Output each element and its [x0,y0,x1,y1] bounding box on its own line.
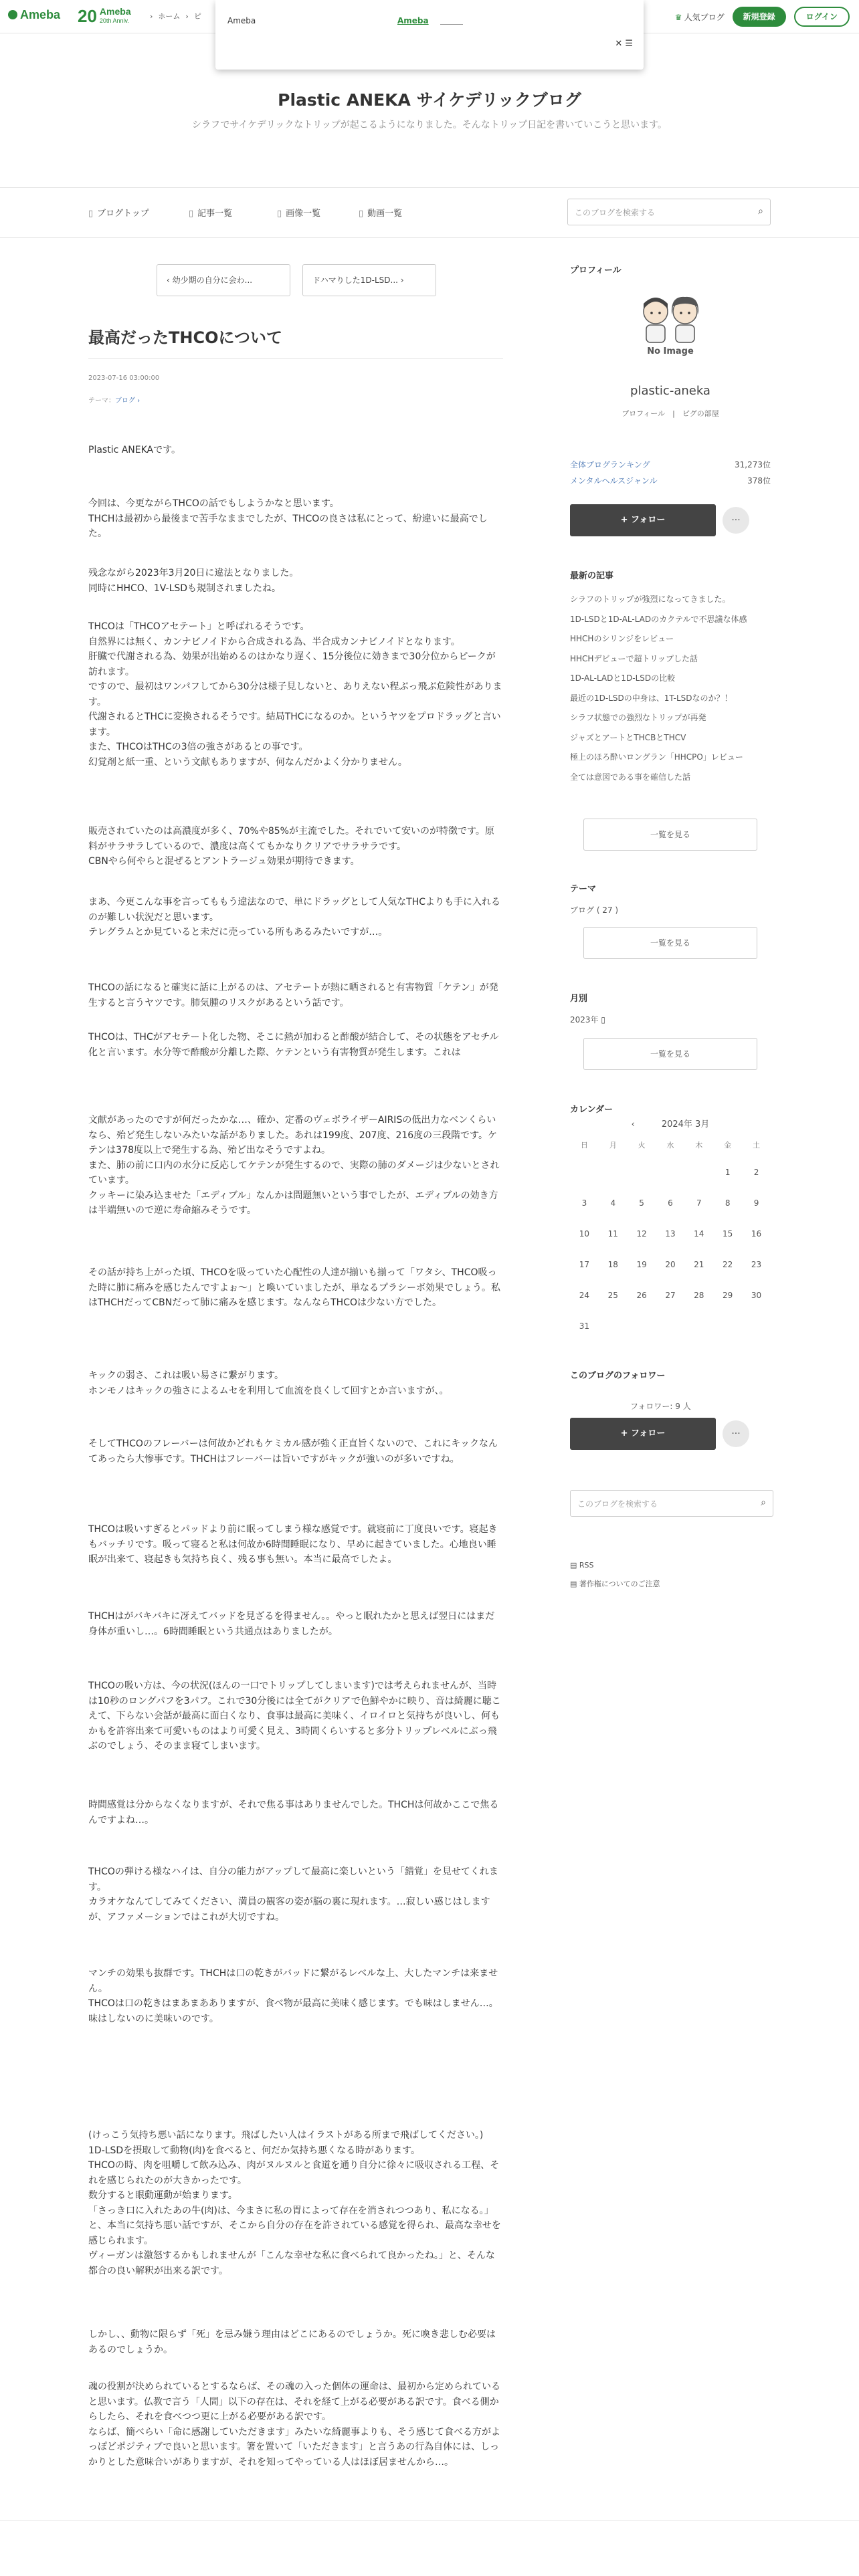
calendar-day: 20 [665,1260,676,1269]
paragraph: (けっこう気持ち悪い話になります。飛ばしたい人はイラストがある所まで飛ばしてください。) 1D-LSDを摂取して動物(肉)を食べると、何だか気持ち悪くなる時があります。 THCOの時、肉を咀嚼して飲み込み、肉がヌルヌルと食道を通り自分に徐々に吸収される工程、それを感じられたのが大きかったです。 数分すると眼動運動が始まります。 「さっき口に入れたあの牛(肉)は、今まさに私の胃によって存在を消されつつあり、私になる。」と、本当に気持ち悪い話ですが、そこから自分の存在を許されている感覚を得られ、最高な幸せを感じられます。 ヴィーガンは激怒するかもしれませんが「こんな幸せな私に食べられて良かったね。」と、そんな都合の良い解釈が出来る訳です。 [88,2130,501,2276]
more-options-button[interactable]: ··· [723,1420,749,1447]
ad-popup [215,0,644,70]
paragraph: その話が持ち上がった頃、THCOを吸っていた心配性の人達が揃いも揃って「ワタシ、THCO吸った時に肺に痛みを感じたんですよぉ～」と喚いていましたが、単なるプラシーボ効果でしょう。私はTHCHだってCBNだって肺に痛みを感じます。なんならTHCOは少ない方でした。 [88,1267,500,1308]
follow-row-2 [570,1418,771,1450]
follow-button[interactable]: + フォロー [570,504,716,536]
calendar-day [628,1311,656,1341]
calendar-day: 2 [753,1168,759,1177]
calendar-day: 4 [610,1198,616,1208]
chevron-right-icon: › [135,397,140,405]
breadcrumb-home[interactable]: ホーム [158,12,181,21]
calendar-day: 16 [751,1229,762,1239]
calendar-day: 17 [579,1260,590,1269]
calendar-day: 3 [581,1198,587,1208]
profile-name[interactable]: plastic-aneka [630,384,710,398]
recent-see-all [570,819,771,851]
entry-title: 最高だったTHCOについて [88,328,282,347]
calendar-day: 30 [751,1291,762,1300]
search-icon[interactable]: ⌕ [758,206,763,217]
follow-button[interactable]: + フォロー [570,1418,716,1450]
paragraph: THCOの弾ける様なハイは、自分の能力がアップして最高に楽しいという「錯覚」を見せてくれます。 カラオケなんてしてみてください、満員の観客の姿が脳の裏に現れます。…寂しい感じはしますが、アファメーションではこれが大切ですね。 [88,1866,498,1923]
recent-item[interactable]: シラフのトリップが強烈になってきました。 [570,595,731,604]
calendar-day [684,1157,713,1188]
chevron-down-icon: ▯ [598,1015,605,1025]
sidebar-search-input[interactable]: このブログを検索する ⌕ [570,1490,773,1517]
blog-description: シラフでサイケデリックなトリップが起こるようになりました。そんなトリップ日記を書いていこうと思います。 [191,120,668,130]
paragraph: 残念ながら2023年3月20日に違法となりました。 同時にHHCO、1V-LSDも規制されましたね。 [88,568,299,594]
calendar-day: 22 [723,1260,733,1269]
calendar-day: 9 [753,1198,759,1208]
video-icon: ▯ [359,209,364,219]
calendar-day [656,1311,685,1341]
chevron-right-icon: › [397,276,404,285]
prev-month-button[interactable]: ‹ [631,1119,635,1130]
paragraph: 今回は、今更ながらTHCOの話でもしようかなと思います。 THCHは最初から最後まで苦手なままでしたが、THCOの良さは私にとって、紛違いに最高でした。 [88,498,488,539]
profile-links: プロフィール | ピグの部屋 [622,409,719,418]
calendar-day: 26 [636,1291,647,1300]
paragraph: Plastic ANEKAです。 [88,445,181,455]
profile-link[interactable]: プロフィール [622,409,666,418]
copyright-link[interactable]: ▤ 著作権についてのご注意 [570,1580,660,1588]
anniversary-logo[interactable]: 20 Ameba 20th Anniv. [78,6,131,26]
paragraph: 魂の役割が決められているとするならば、その魂の入った個体の運命は、最初から定められていると思います。仏教で言う「人間」以下の存在は、それを経て上がる必要がある訳です。食べる側からしたら、それを食べつつ更に上がる必要がある訳です。 ならば、簡べらい「命に感謝していただきます」みたいな綺麗事よりも、そう感じて食べる方がよっぽどポジティブで良いと思います。箸を置いて「いただきます」と言うあの行為自体には、しっかりとした意味合いがありますが、それを知ってやっている人はほぼ居ませんから…。 [88,2381,500,2468]
breadcrumb-category[interactable]: ピ [193,12,201,21]
recent-list [570,590,771,787]
nav-image-list[interactable]: ▯ 画像一覧 [277,209,321,219]
ad-label: Ameba [227,16,256,25]
login-button[interactable]: ログイン [794,7,850,27]
paragraph: THCOは「THCOアセテート」と呼ばれるそうです。 自然界には無く、カンナビノイドから合成される為、半合成カンナビノイドとなります。 肝臓で代謝される為、効果が出始めるのはかなり遅く、15分後位に効きまで30分位からピークが訪れます。 ですので、最初はワンパフしてから30分は様子見しないと、ありえない程ぶっ飛ぶ危険性があります。 代謝されるとTHCに変換されるそうです。結局THCになるのか。というヤツをプロドラッグと言います。 また、THCOはTHCの3倍の強さがあるとの事です。 幻覚剤と紙一重、という文献もありますが、何なんだかよく分かりません。 [88,621,502,768]
crown-icon: ♛ [674,12,682,22]
ameba-mark-icon [8,10,17,19]
calendar-day: 10 [579,1229,590,1239]
recent-heading: 最新の記事 [570,571,614,581]
paragraph: 時間感覚は分からなくなりますが、それで焦る事はありませんでした。THCHは何故かここで焦るんですよね…。 [88,1800,499,1826]
ad-link[interactable]: Ameba [397,16,429,25]
signup-button[interactable]: 新規登録 [733,7,786,27]
next-entry-button[interactable]: ドハマりした1D-LSD... › [302,264,436,296]
blog-search-input[interactable]: このブログを検索する ⌕ [567,199,771,225]
ameba-logo[interactable]: Ameba [8,8,60,22]
calendar-day [599,1157,628,1188]
more-options-button[interactable]: ··· [723,507,749,534]
calendar-day: 7 [696,1198,702,1208]
see-all-button[interactable]: 一覧を見る [583,927,757,959]
calendar: 日 月 火 水 木 金 土 1 2 3 4 5 6 7 8 9 10 11 12 13 14 15 16 17 18 19 20 21 22 23 24 25 26 27 28 29 30 31 [570,1133,771,1341]
ad-close-button[interactable]: ✕ ☰ [615,39,633,49]
calendar-day: 19 [636,1260,647,1269]
divider [88,358,503,359]
recent-item[interactable]: 1D-LSDと1D-AL-LADのカクテルで不思議な体感 [570,614,747,624]
prev-entry-button[interactable]: ‹ 幼少期の自分に会わ... [157,264,290,296]
entry-date: 2023-07-16 03:00:00 [88,374,160,382]
nav-blog-top[interactable]: ▯ ブログトップ [88,209,149,219]
calendar-day: 12 [636,1229,647,1239]
profile-heading: プロフィール [570,265,622,276]
image-icon: ▯ [277,209,282,219]
recent-item[interactable]: HHCHデビューで超トリップした話 [570,653,698,663]
paragraph: しかし、、動物に限らず「死」を忌み嫌う理由はどこにあるのでしょうか。死に喚き悲しむ必要はあるのでしょうか。 [88,2329,496,2355]
ad-underline [440,24,463,25]
calendar-day [684,1311,713,1341]
rss-link[interactable]: ▤ RSS [570,1561,594,1570]
month-item[interactable]: 2023年 ▯ [570,1015,605,1025]
calendar-day: 27 [665,1291,676,1300]
calendar-day: 14 [694,1229,704,1239]
followers-heading: このブログのフォロワー [570,1371,666,1381]
month-see-all [570,1038,771,1070]
home-icon: ▯ [88,209,94,219]
calendar-day [599,1311,628,1341]
calendar-day: 25 [607,1291,618,1300]
search-icon[interactable]: ⌕ [761,1497,766,1508]
blog-title[interactable]: Plastic ANEKA サイケデリックブログ [278,90,581,110]
chevron-left-icon: ‹ [167,276,173,285]
info-icon: ▤ [570,1580,579,1588]
calendar-day: 31 [579,1321,590,1331]
calendar-day [570,1157,599,1188]
calendar-day [713,1311,742,1341]
calendar-day: 29 [723,1291,733,1300]
calendar-day: 23 [751,1260,762,1269]
calendar-day: 15 [723,1229,733,1239]
paragraph: そしてTHCOのフレーバーは何故かどれもケミカル感が強く正直旨くないので、これにキックなんてあったら大惨事です。THCHはフレーバーは旨いですがキックが強いのが多いですね。 [88,1438,498,1465]
see-all-button[interactable]: 一覧を見る [583,819,757,851]
calendar-day: 28 [694,1291,704,1300]
calendar-day: 24 [579,1291,590,1300]
paragraph: THCOの吸い方は、今の状況(ほんの一口でトリップしてしまいます)では考えられませんが、当時は10秒のロングパフを3パフ。これで30分後には全てがクリアで色鮮やかに映り、音は綺麗に聴こえて、下らない会話が最高に面白くなり、食事は最高に美味く、イロイロと気持ちが良いし、何もかもを許容出来て可愛いものはより可愛く見え、3時間くらいすると多分トリップレベルにぶっ飛ぶのでしょう、そのまま寝てしまいます。 [88,1681,501,1751]
calendar-day: 1 [725,1168,731,1177]
follower-count[interactable]: フォロワー: 9 人 [630,1402,691,1411]
paragraph: THCHはがバキバキに冴えてバッドを見ざるを得ません。。やっと眠れたかと思えば翌日にはまだ身体が重いし…。6時間睡眠という共通点はありましたが。 [88,1611,495,1637]
month-heading: 月別 [570,994,588,1004]
calendar-day: 6 [668,1198,673,1208]
calendar-day: 18 [607,1260,618,1269]
breadcrumb: › ホーム › ピ [150,12,201,21]
recent-item[interactable]: 全ては意図である事を確信した話 [570,772,691,782]
paragraph: THCOは、THCがアセテート化した物、そこに熱が加わると酢酸が結合して、その状態をアセチル化と言います。水分等で酢酸が分離した際、ケテンという有害物質が発生します。これは [88,1032,499,1058]
calendar-heading: カレンダー [570,1105,613,1115]
paragraph: まあ、今更こんな事を言ってももう違法なので、単にドラッグとして人気なTHCよりも手に入れるのが難しい状況だと思います。 テレグラムとか見ていると未だに売っている所もあるみたいですが…。 [88,897,501,938]
recent-item[interactable]: 1D-AL-LADと1D-LSDの比較 [570,673,676,683]
follow-row [570,504,771,536]
theme-heading: テーマ [570,884,597,894]
list-icon: ▯ [189,209,194,219]
popular-blog-link[interactable]: ♛ 人気ブログ [674,12,725,22]
nav-video-list[interactable]: ▯ 動画一覧 [359,209,403,219]
paragraph: マンチの効果も抜群です。THCHは口の乾きがバッドに繋がるレベルな上、大したマンチは来ません。 THCOは口の乾きはまあまあありますが、食べ物が最高に美味く感じます。でも味はしません…。味はしないのに美味いのです。 [88,1968,498,2024]
rank-mental[interactable]: メンタルヘルスジャンル 378位 [570,476,771,486]
see-all-button[interactable]: 一覧を見る [583,1038,757,1070]
rss-icon: ▤ [570,1561,579,1570]
paragraph: 販売されていたのは高濃度が多く、70%や85%が主流でした。それでいて安いのが特徴です。原料がサラサラしているので、濃度は高くてもかなりクリアでサラサラです。 CBNやら何やらと混ぜるとアントラージュ効果が期待できます。 [88,826,494,867]
paragraph: 文献があったのですが何だったかな…、確か、定番のヴェポライザーAIRISの低出力なベンくらいなら、殆ど発生しないみたいな話がありました。あれは199度、207度、216度の三段階です。ケテンは378度以上で発生する為、殆ど出なそうですよね。 また、肺の前に口内の水分に反応してケテンが発生するので、実際の肺のダメージは少ないとされています。 クッキーに染み込ませた「エディブル」なんかは問題無いという事でしたが、エディブルの効き方は半端無いので逆に寿命縮みそうです。 [88,1115,500,1216]
calendar-day: 11 [607,1229,618,1239]
blog-nav [0,187,859,238]
paragraph: THCOは吸いすぎるとパッドより前に眠ってしまう様な感覚です。就寝前に丁度良いです。寝起きもバッチリです。吸って寝ると私は何故か6時間睡眠になり、早めに起きていました。心地良い睡眠が出来て、寝起きも気持ち良く、残る事も無い。本当に最高でしたよ。 [88,1524,498,1565]
nav-entry-list[interactable]: ▯ 記事一覧 [189,209,233,219]
rank-all[interactable]: 全体ブログランキング 31,273位 [570,460,771,469]
pig-room-link[interactable]: ピグの部屋 [682,409,719,418]
calendar-day: 5 [639,1198,644,1208]
calendar-day [628,1157,656,1188]
recent-item[interactable]: 極上のほろ酔いロングラン「HHCPO」レビュー [570,752,743,762]
theme-link[interactable]: ブログ [115,397,135,405]
recent-item[interactable]: 最近の1D-LSDの中身は、1T-LSDなのか？！ [570,693,733,703]
theme-item[interactable]: ブログ ( 27 ) [570,905,619,915]
calendar-day: 8 [725,1198,731,1208]
paragraph: THCOの話になると確実に話に上がるのは、アセテートが熱に晒されると有害物質「ケテン」が発生すると言うヤツです。肺気腫のリスクがあるという話です。 [88,982,498,1008]
paragraph: キックの弱さ、これは吸い易さに繋がります。 ホンモノはキックの強さによるムセを利用して血流を良くして回すとか言いますが、。 [88,1370,449,1396]
calendar-day [656,1157,685,1188]
recent-item[interactable]: シラフ状態での強烈なトリップが再発 [570,713,706,722]
calendar-month: ‹ 2024年 3月 [631,1119,710,1130]
recent-item[interactable]: ジャズとアートとTHCBとTHCV [570,732,686,742]
noimage-label: No Image [647,346,694,356]
calendar-day: 21 [694,1260,704,1269]
theme-see-all [570,927,771,959]
recent-item[interactable]: HHCHのシリンジをレビュー [570,634,674,643]
calendar-day: 13 [665,1229,676,1239]
calendar-day [742,1311,771,1341]
entry-theme: テーマ：ブログ › [88,397,140,405]
